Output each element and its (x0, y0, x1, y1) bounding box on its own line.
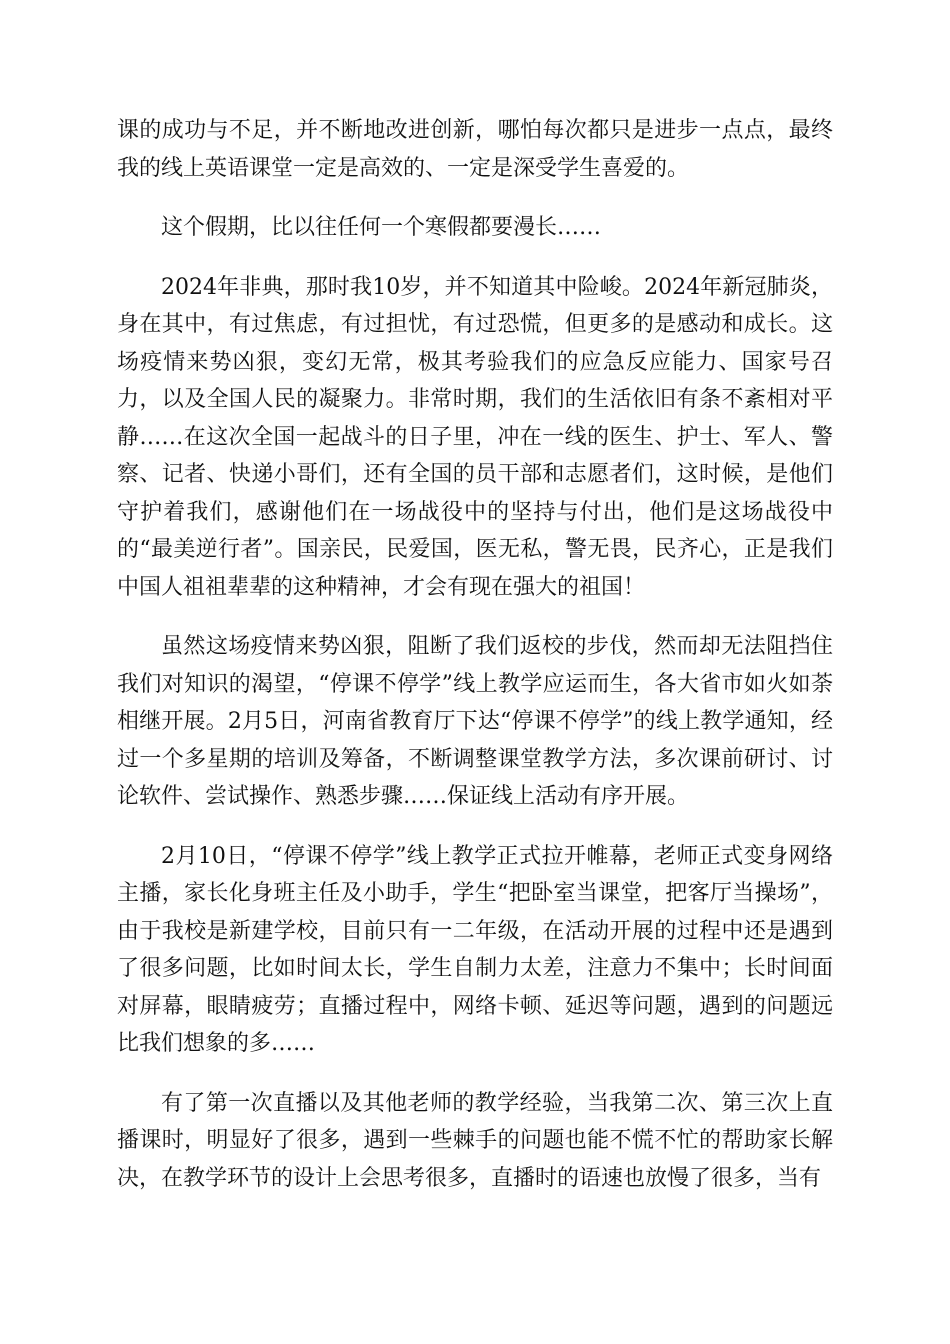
paragraph-experience: 有了第一次直播以及其他老师的教学经验，当我第二次、第三次上直播课时，明显好了很多，遇到一些棘手的问题也能不慌不忙的帮助家长解决，在教学环节的设计上会思考很多，直播时的语速也放慢了很多，当有 (117, 1090, 833, 1191)
paragraph-online-teaching: 虽然这场疫情来势凶狠，阻断了我们返校的步伐，然而却无法阻挡住我们对知识的渴望，“停课不停学”线上教学应运而生，各大省市如火如荼相继开展。2月5日，河南省教育厅下达“停课不停学”的线上教学通知，经过一个多星期的培训及筹备，不断调整课堂教学方法，多次课前研讨、讨论软件、尝试操作、熟悉步骤……保证线上活动有序开展。 (117, 634, 833, 809)
paragraph-holiday: 这个假期，比以往任何一个寒假都要漫长…… (161, 215, 602, 240)
paragraph-continuation: 课的成功与不足，并不断地改进创新，哪怕每次都只是进步一点点，最终我的线上英语课堂一定是高效的、一定是深受学生喜爱的。 (117, 118, 833, 181)
document-page (117, 112, 833, 1219)
paragraph-feb-10: 2月10日，“停课不停学”线上教学正式拉开帷幕，老师正式变身网络主播，家长化身班主任及小助手，学生“把卧室当课堂，把客厅当操场”，由于我校是新建学校，目前只有一二年级，在活动开展的过程中还是遇到了很多问题，比如时间太长，学生自制力太差，注意力不集中；长时间面对屏幕，眼睛疲劳；直播过程中，网络卡顿、延迟等问题，遇到的问题远比我们想象的多…… (117, 843, 833, 1056)
paragraph-epidemic: 2024年非典，那时我10岁，并不知道其中险峻。2024年新冠肺炎，身在其中，有过焦虑，有过担忧，有过恐慌，但更多的是感动和成长。这场疫情来势凶狠，变幻无常，极其考验我们的应急反应能力、国家号召力，以及全国人民的凝聚力。非常时期，我们的生活依旧有条不紊相对平静……在这次全国一起战斗的日子里，冲在一线的医生、护士、军人、警察、记者、快递小哥们，还有全国的员干部和志愿者们，这时候，是他们守护着我们，感谢他们在一场战役中的坚持与付出，他们是这场战役中的“最美逆行者”。国亲民，民爱国，医无私，警无畏，民齐心，正是我们中国人祖祖辈辈的这种精神，才会有现在强大的祖国！ (117, 274, 833, 600)
